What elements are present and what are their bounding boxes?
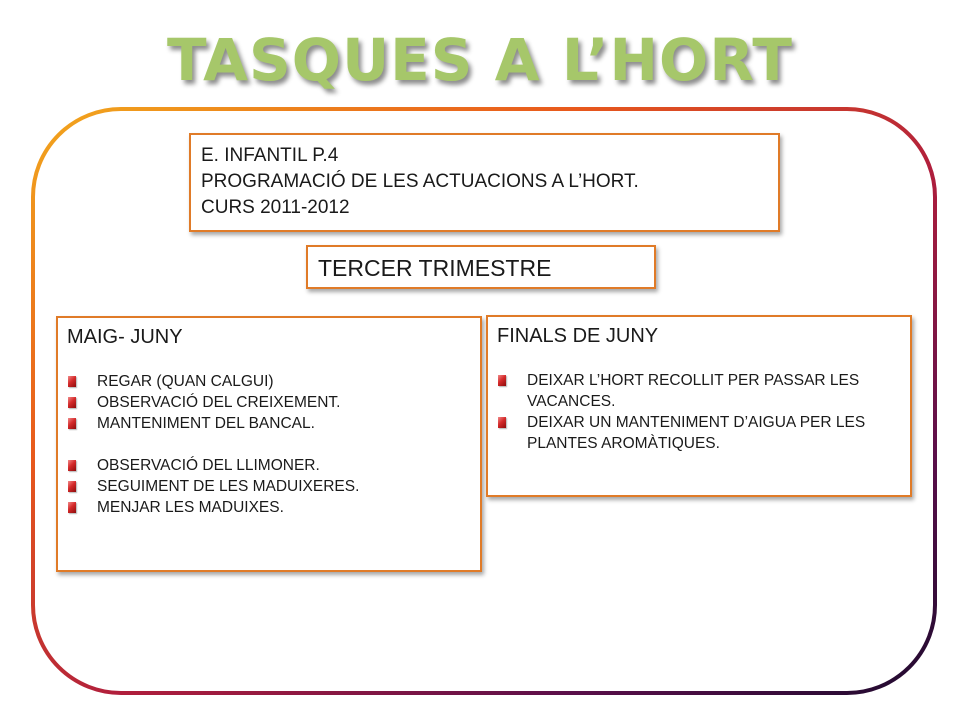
list-item: OBSERVACIÓ DEL LLIMONER.: [67, 455, 471, 476]
red-square-bullet-icon: [498, 375, 506, 386]
red-square-bullet-icon: [68, 460, 76, 471]
trimester-box: TERCER TRIMESTRE: [306, 245, 656, 289]
red-square-bullet-icon: [498, 417, 506, 428]
end-of-june-task-list: [497, 370, 901, 454]
list-item: OBSERVACIÓ DEL CREIXEMENT.: [67, 392, 471, 413]
list-item: SEGUIMENT DE LES MADUIXERES.: [67, 476, 471, 497]
list-item: DEIXAR UN MANTENIMENT D’AIGUA PER LES PLANTES AROMÀTIQUES.: [497, 412, 901, 454]
red-square-bullet-icon: [68, 502, 76, 513]
list-item: MANTENIMENT DEL BANCAL.: [67, 413, 471, 434]
end-of-june-box: [486, 315, 912, 497]
header-level: E. INFANTIL P.4: [201, 145, 339, 166]
header-course: CURS 2011-2012: [201, 197, 350, 218]
list-item: DEIXAR L’HORT RECOLLIT PER PASSAR LES VACANCES.: [497, 370, 901, 412]
may-june-title: MAIG- JUNY: [67, 326, 183, 348]
red-square-bullet-icon: [68, 418, 76, 429]
list-item: REGAR (QUAN CALGUI): [67, 371, 471, 392]
header-box: [189, 133, 780, 232]
header-program: PROGRAMACIÓ DE LES ACTUACIONS A L’HORT.: [201, 171, 639, 192]
red-square-bullet-icon: [68, 376, 76, 387]
end-of-june-title: FINALS DE JUNY: [497, 325, 659, 347]
red-square-bullet-icon: [68, 481, 76, 492]
may-june-box: [56, 316, 482, 572]
may-june-task-list: [67, 371, 471, 518]
page-title: TASQUES A L’HORT: [167, 26, 793, 94]
red-square-bullet-icon: [68, 397, 76, 408]
list-item: MENJAR LES MADUIXES.: [67, 497, 471, 518]
